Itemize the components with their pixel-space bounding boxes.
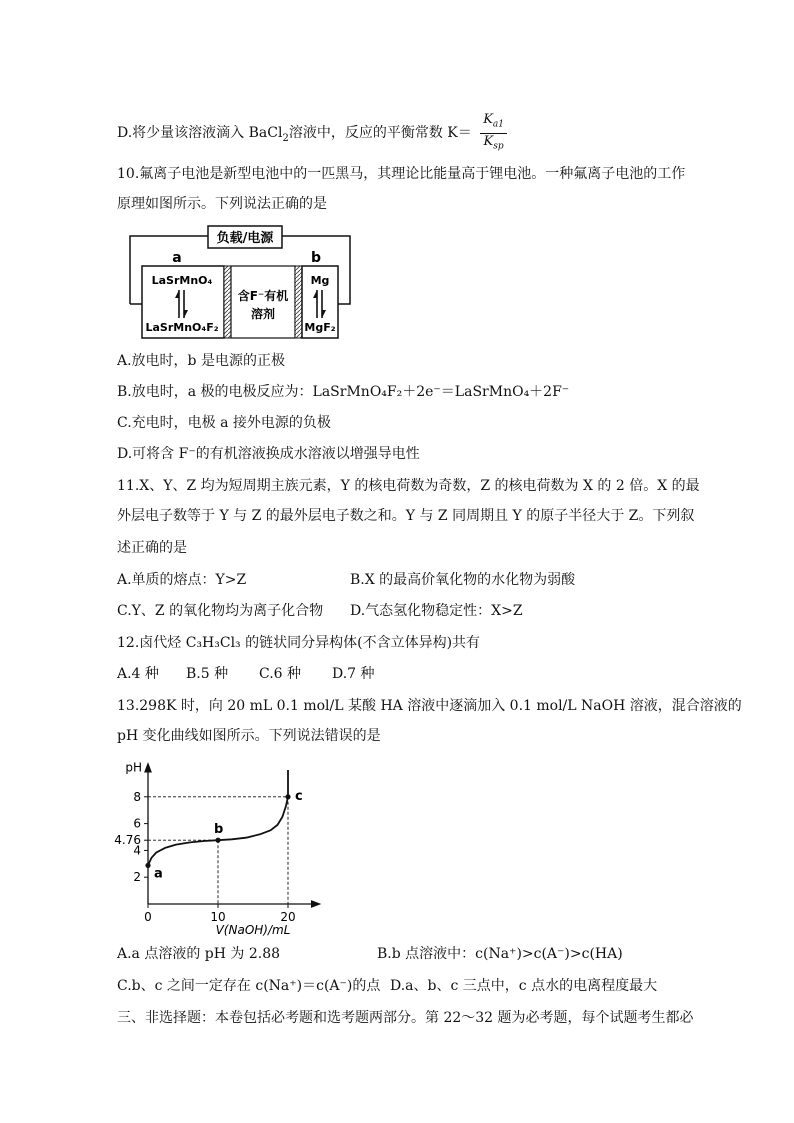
y-tick-label: 2 [133, 870, 141, 885]
q11-stem-line3: 述正确的是 [117, 540, 187, 556]
point-label-c: c [295, 788, 303, 804]
q11-option-a: A.单质的熔点：Y>Z [117, 572, 247, 588]
q10-option-c: C.充电时，电极 a 接外电源的负极 [117, 415, 331, 431]
q12-option-d: D.7 种 [332, 666, 375, 682]
battery-diagram [120, 222, 360, 342]
q10-option-d: D.可将含 F⁻的有机溶液换成水溶液以增强导电性 [117, 446, 420, 462]
point-a [145, 863, 150, 868]
q11-stem-line2: 外层电子数等于 Y 与 Z 的最外层电子数之和。Y 与 Z 同周期且 Y 的原子半径大于 Z。下列叙 [117, 508, 695, 524]
q11-option-c: C.Y、Z 的氧化物均为离子化合物 [117, 603, 324, 619]
section3-heading: 三、非选择题：本卷包括必考题和选考题两部分。第 22～32 题为必考题，每个试题考生都必 [117, 1010, 694, 1026]
q9-optd-suffix: 溶液中，反应的平衡常数 K＝ [288, 125, 472, 142]
q10-stem-line1: 10.氟离子电池是新型电池中的一匹黑马，其理论比能量高于锂电池。一种氟离子电池的工作 [117, 166, 686, 182]
frac-den: K [483, 133, 494, 149]
frac-num-sub: a1 [492, 119, 505, 130]
q10-option-b: B.放电时，a 极的电极反应为：LaSrMnO₄F₂＋2e⁻＝LaSrMnO₄＋2F⁻ [117, 384, 570, 400]
point-label-a: a [154, 866, 163, 882]
point-label-b: b [214, 822, 224, 838]
q11-option-d: D.气态氢化物稳定性：X>Z [350, 603, 523, 619]
q11-stem-line1: 11.X、Y、Z 均为短周期主族元素，Y 的核电荷数为奇数，Z 的核电荷数为 X 的 2 倍。X 的最 [117, 478, 700, 494]
q9-option-d [117, 112, 507, 154]
y-tick-label: 6 [133, 816, 141, 831]
x-tick-label: 10 [210, 910, 226, 924]
q12-option-c: C.6 种 [259, 666, 302, 682]
y-tick-label: 4.76 [114, 833, 141, 848]
electrode-b-bottom: MgF₂ [304, 321, 336, 334]
load-source-label: 负载/电源 [216, 231, 274, 246]
equilibrium-fraction [480, 112, 507, 154]
q10-stem-line2: 原理如图所示。下列说法正确的是 [117, 196, 327, 212]
frac-den-sub: sp [493, 141, 504, 152]
y-tick-label: 4 [133, 843, 141, 858]
q13-stem-line1: 13.298K 时，向 20 mL 0.1 mol/L 某酸 HA 溶液中逐滴加入 0.1 mol/L NaOH 溶液，混合溶液的 [117, 698, 742, 714]
q13-option-a: A.a 点溶液的 pH 为 2.88 [117, 946, 281, 962]
point-b [215, 838, 220, 843]
q9-optd-prefix: D.将少量该溶液滴入 BaCl [117, 125, 283, 142]
q13-stem-line2: pH 变化曲线如图所示。下列说法错误的是 [117, 728, 381, 744]
x-tick-label: 20 [280, 910, 296, 924]
q12-option-a: A.4 种 [117, 666, 159, 682]
electrode-a-label: a [172, 250, 182, 266]
membrane-left [224, 266, 231, 338]
ph-titration-chart [110, 752, 340, 937]
frac-num: K [483, 112, 493, 127]
q12-option-b: B.5 种 [186, 666, 229, 682]
electrode-b-label: b [310, 250, 322, 266]
solvent-label-2: 溶剂 [250, 307, 276, 321]
electrode-a-top: LaSrMnO₄ [151, 274, 213, 287]
q9-optd-sub: 2 [282, 132, 289, 144]
electrode-a-bottom: LaSrMnO₄F₂ [145, 321, 219, 334]
y-axis-label: pH [125, 760, 142, 775]
solvent-label-1: 含F⁻有机 [237, 289, 289, 303]
q10-option-a: A.放电时，b 是电源的正极 [117, 353, 285, 369]
q13-option-d: D.a、b、c 三点中，c 点水的电离程度最大 [390, 978, 658, 994]
point-c [285, 794, 290, 799]
x-axis-label: V(NaOH)/mL [215, 923, 291, 937]
q13-option-b: B.b 点溶液中：c(Na⁺)>c(A⁻)>c(HA) [377, 946, 623, 962]
electrode-b-top: Mg [310, 274, 330, 287]
membrane-right [295, 266, 302, 338]
q13-option-c: C.b、c 之间一定存在 c(Na⁺)＝c(A⁻)的点 [117, 978, 381, 994]
y-tick-label: 8 [133, 789, 141, 804]
q12-stem: 12.卤代烃 C₃H₃Cl₃ 的链状同分异构体(不含立体异构)共有 [117, 635, 481, 651]
q11-option-b: B.X 的最高价氧化物的水化物为弱酸 [350, 572, 576, 588]
x-tick-label: 0 [144, 910, 152, 924]
